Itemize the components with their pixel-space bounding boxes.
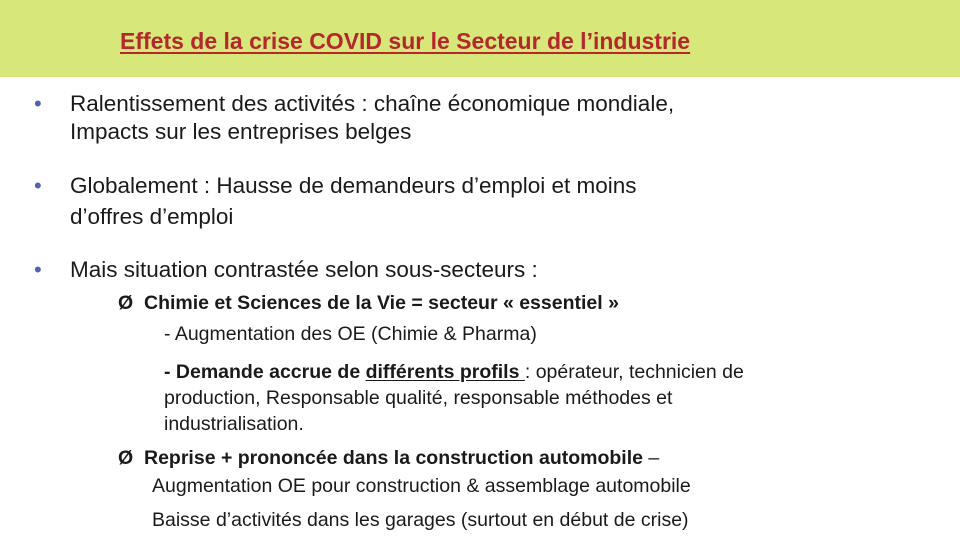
chimie-line-3: production, Responsable qualité, responsable méthodes et xyxy=(164,387,673,409)
subpoint-auto-title xyxy=(118,446,659,470)
bullet-3-line-1: Mais situation contrastée selon sous-secteurs : xyxy=(70,257,538,282)
title-bar xyxy=(0,0,960,77)
chimie-line-2-rest: : opérateur, technicien de xyxy=(524,361,744,383)
bullet-dot: • xyxy=(34,173,42,198)
auto-line-2: Baisse d’activités dans les garages (surtout en début de crise) xyxy=(152,509,689,531)
auto-line-1: Augmentation OE pour construction & assemblage automobile xyxy=(152,475,691,497)
chimie-line-2-underline: différents profils xyxy=(365,361,525,383)
slide-title: Effets de la crise COVID sur le Secteur de l’industrie xyxy=(120,28,691,54)
bullet-1-line-2: Impacts sur les entreprises belges xyxy=(70,119,412,144)
auto-title-text: Reprise + prononcée dans la construction automobile xyxy=(144,447,643,469)
bullet-dot: • xyxy=(34,257,42,282)
chimie-line-2 xyxy=(164,360,744,384)
bullet-2-line-2: d’offres d’emploi xyxy=(70,204,234,229)
subpoint-chimie-title xyxy=(118,291,619,315)
bullet-1-line-1: Ralentissement des activités : chaîne économique mondiale, xyxy=(70,91,675,116)
chimie-title-text: Chimie et Sciences de la Vie = secteur « essentiel » xyxy=(144,292,619,314)
bullet-2-line-1: Globalement : Hausse de demandeurs d’emploi et moins xyxy=(70,173,637,198)
chimie-line-1: - Augmentation des OE (Chimie & Pharma) xyxy=(164,323,537,345)
bullet-dot: • xyxy=(34,91,42,116)
arrow-icon: Ø xyxy=(118,292,134,314)
arrow-icon: Ø xyxy=(118,447,134,469)
chimie-line-2-bold: - Demande accrue de xyxy=(164,361,366,383)
chimie-line-4: industrialisation. xyxy=(164,413,304,435)
auto-title-dash: – xyxy=(642,447,660,469)
